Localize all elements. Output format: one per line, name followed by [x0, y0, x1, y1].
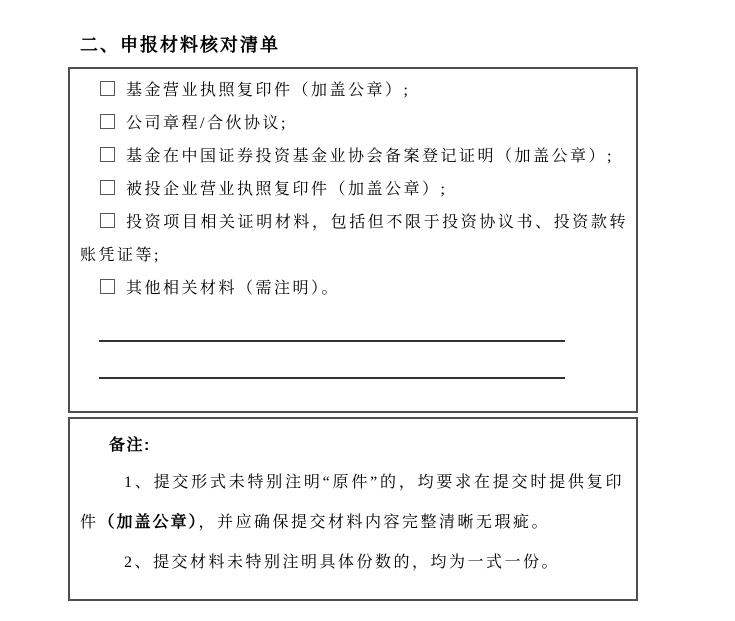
checkbox-icon[interactable] [100, 213, 115, 228]
remark-note-1 [80, 463, 624, 543]
fill-in-line-1[interactable] [99, 305, 565, 342]
checklist-item [80, 173, 628, 206]
checklist-item [80, 140, 628, 173]
checklist-item-label: 基金在中国证券投资基金业协会备案登记证明（加盖公章）; [126, 148, 614, 165]
checklist-item-label: 基金营业执照复印件（加盖公章）; [126, 82, 411, 99]
checklist-item [80, 206, 628, 272]
checkbox-icon[interactable] [100, 114, 115, 129]
checklist-item [80, 74, 628, 107]
remarks-box [68, 417, 638, 601]
remark-note-2: 2、提交材料未特别注明具体份数的，均为一式一份。 [124, 554, 561, 571]
checklist-item-label: 公司章程/合伙协议; [126, 115, 288, 132]
checklist-box [68, 67, 638, 413]
checklist-item-label: 投资项目相关证明材料，包括但不限于投资协议书、投资款转账凭证等; [80, 214, 628, 264]
checklist-item [80, 107, 628, 140]
remark-note-1-bold: （加盖公章） [98, 514, 199, 531]
checklist-item [80, 272, 628, 305]
checklist-item-label: 其他相关材料（需注明）。 [126, 280, 341, 297]
remark-note-1-prefix: 1、提交形式未特别注明“原件”的，均要求在提交时提供复印件 [80, 474, 624, 531]
checkbox-icon[interactable] [100, 147, 115, 162]
remarks-heading: 备注: [109, 437, 151, 454]
remark-note-1-suffix: ，并应确保提交材料内容完整清晰无瑕疵。 [198, 514, 551, 531]
checkbox-icon[interactable] [100, 279, 115, 294]
checkbox-icon[interactable] [100, 180, 115, 195]
checklist-item-label: 被投企业营业执照复印件（加盖公章）; [126, 181, 448, 198]
fill-in-line-2[interactable] [99, 342, 565, 379]
page-title: 二、申报材料核对清单 [80, 35, 280, 55]
checkbox-icon[interactable] [100, 81, 115, 96]
